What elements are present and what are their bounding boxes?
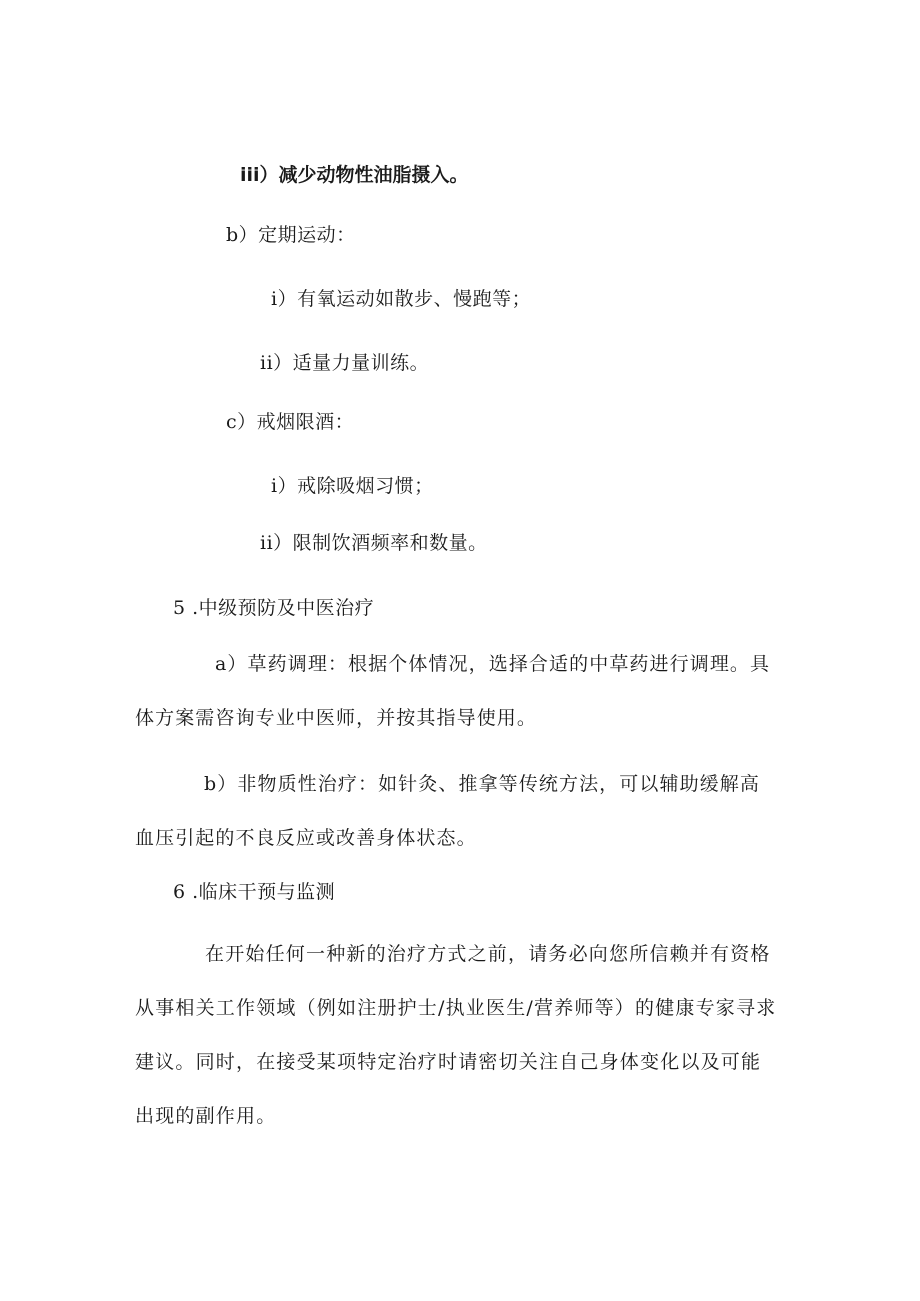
section-heading-6: 6 .临床干预与监测: [173, 881, 336, 903]
list-item-reduce-animal-fat: iii）减少动物性油脂摄入。: [240, 164, 469, 186]
list-item-regular-exercise: b）定期运动：: [226, 224, 356, 246]
list-item-quit-smoking: i）戒除吸烟习惯；: [271, 475, 434, 497]
list-item-quit-smoking-limit-alcohol: c）戒烟限酒：: [226, 411, 355, 433]
paragraph-herbal-therapy: a）草药调理：根据个体情况，选择合适的中草药进行调理。具体方案需咨询专业中医师，并按其指导使用。: [135, 653, 771, 729]
list-item-limit-drinking: ii）限制饮酒频率和数量。: [260, 532, 488, 554]
list-item-strength-training: ii）适量力量训练。: [260, 352, 430, 374]
paragraph-nonmaterial-therapy: b）非物质性治疗：如针灸、推拿等传统方法，可以辅助缓解高血压引起的不良反应或改善身体状态。: [135, 773, 760, 849]
section-heading-5: 5 .中级预防及中医治疗: [173, 597, 375, 619]
paragraph-clinical-advice: 在开始任何一种新的治疗方式之前，请务必向您所信赖并有资格从事相关工作领域（例如注册护士/执业医生/营养师等）的健康专家寻求建议。同时，在接受某项特定治疗时请密切关注自己身体变化以及可能出现的副作用。: [135, 943, 777, 1127]
list-item-aerobic-exercise: i）有氧运动如散步、慢跑等；: [271, 288, 532, 310]
